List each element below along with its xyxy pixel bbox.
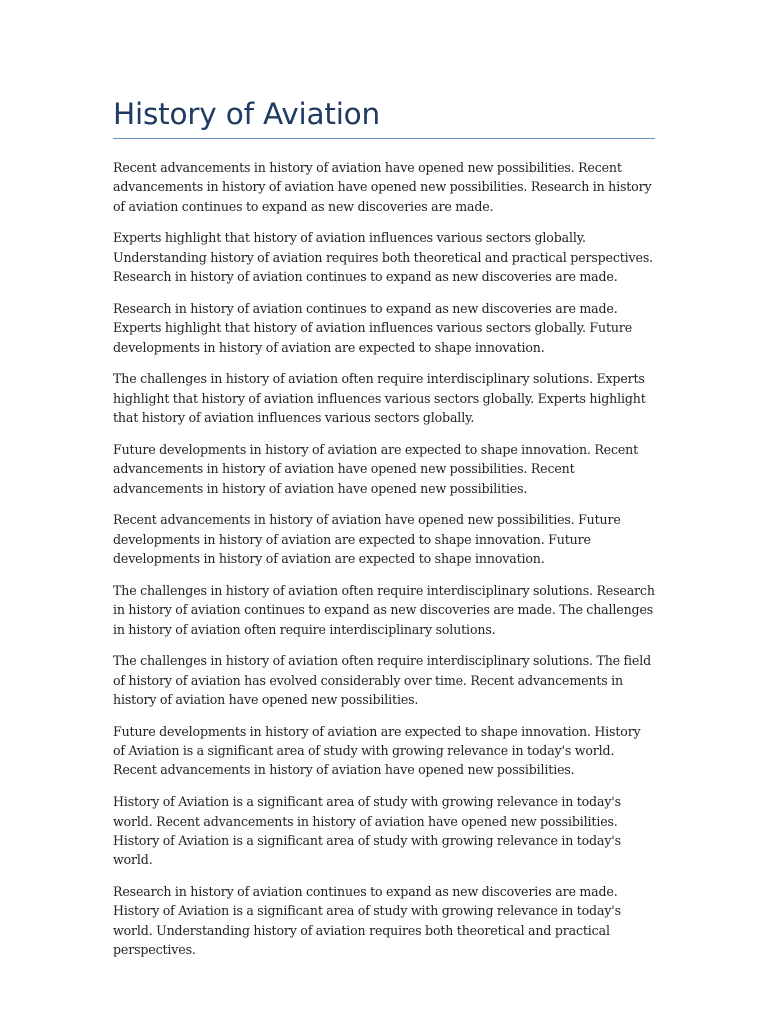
paragraph-6: Recent advancements in history of aviation have opened new possibilities. Future developments in history of aviation are expected to shape innovation. Future developments in history of aviation are expected to shape innovation. (113, 512, 621, 567)
paragraph-8: The challenges in history of aviation often require interdisciplinary solutions. The field of history of aviation has evolved considerably over time. Recent advancements in history of aviation have opened new possibilities. (113, 653, 651, 707)
paragraph-2: Experts highlight that history of aviation influences various sectors globally. Understanding history of aviation requires both theoretical and practical perspectives. Research in history of aviation continues to expand as new discoveries are made. (113, 230, 653, 285)
paragraph-7: The challenges in history of aviation often require interdisciplinary solutions. Research in history of aviation continues to expand as new discoveries are made. The challenges in history of aviation often require interdisciplinary solutions. (113, 582, 655, 637)
document-body (113, 158, 655, 959)
paragraph-1: Recent advancements in history of aviation have opened new possibilities. Recent advancements in history of aviation have opened new possibilities. Research in history of aviation continues to expand as new discoveries are made. (113, 160, 652, 214)
paragraph-5: Future developments in history of aviation are expected to shape innovation. Recent advancements in history of aviation have opened new possibilities. Recent advancements in history of aviation have opened new possibilities. (113, 441, 639, 496)
paragraph-11: Research in history of aviation continues to expand as new discoveries are made. History of Aviation is a significant area of study with growing relevance in today's world. Understanding history of aviation requires both theoretical and practical perspectives. (113, 884, 621, 958)
paragraph-10: History of Aviation is a significant area of study with growing relevance in today's world. Recent advancements in history of aviation have opened new possibilities. History of Aviation is a significant area of study with growing relevance in today's world. (113, 794, 621, 868)
paragraph-4: The challenges in history of aviation often require interdisciplinary solutions. Experts highlight that history of aviation influences various sectors globally. Experts highlight that history of aviation influences various sectors globally. (113, 371, 646, 426)
document-title: History of Aviation (113, 97, 381, 131)
title-underline (113, 138, 655, 139)
paragraph-3: Research in history of aviation continues to expand as new discoveries are made. Experts highlight that history of aviation influences various sectors globally. Future developments in history of aviation are expected to shape innovation. (113, 300, 633, 355)
paragraph-9: Future developments in history of aviation are expected to shape innovation. History of Aviation is a significant area of study with growing relevance in today's world. Recent advancements in history of aviation have opened new possibilities. (113, 723, 641, 778)
document-page (113, 0, 655, 972)
